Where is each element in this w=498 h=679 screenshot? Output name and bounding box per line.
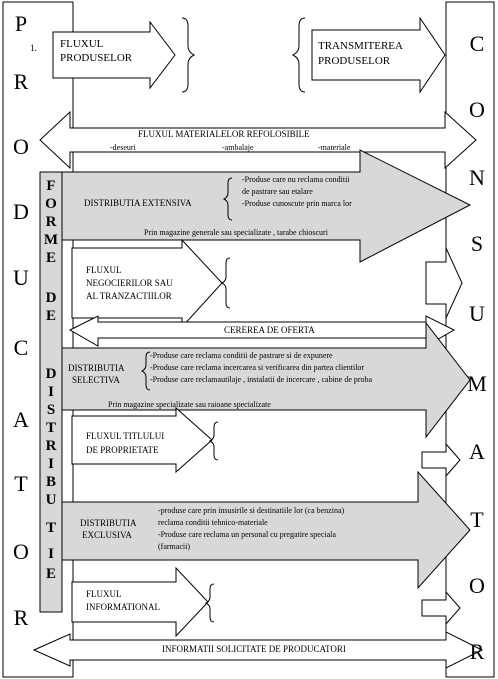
producer-letter: U xyxy=(13,265,29,290)
forms-letter: R xyxy=(45,214,57,230)
consumer-letter: R xyxy=(469,639,485,664)
demand-label: CEREREA DE OFERTA xyxy=(224,325,315,335)
consumer-letter: O xyxy=(469,573,485,598)
exclusive-item: (farmacii) xyxy=(158,542,190,551)
forms-letter: D xyxy=(45,366,57,382)
negotiations-flow-label: AL TRANZACTIILOR xyxy=(86,291,172,301)
materials-item: -materiale xyxy=(318,143,351,152)
exclusive-distribution-label: DISTRIBUTIA xyxy=(80,518,137,528)
consumer-letter: A xyxy=(469,439,485,464)
transmission-flow-label: TRANSMITEREA xyxy=(318,40,403,52)
forms-letter: F xyxy=(46,178,56,194)
title-flow-label: FLUXUL TITLULUI xyxy=(86,431,165,441)
exclusive-item: -produse care prin insusirile si destinatiile lor (ca benzina) xyxy=(158,506,345,515)
forms-letter: I xyxy=(48,384,54,400)
selective-distribution-label: SELECTIVA xyxy=(72,375,120,385)
exclusive-item: -Produse care reclama un personal cu pregatire speciala xyxy=(158,530,336,539)
selective-item: -Produse care reclama incercarea si verificarea din partea clientilor xyxy=(150,363,365,372)
forms-letter: S xyxy=(46,402,56,418)
forms-letter: I xyxy=(48,546,54,562)
selective-item: -Produse care reclamautilaje , instalatii de incercare , cabine de proba xyxy=(150,375,373,384)
informational-flow-label: FLUXUL xyxy=(86,589,122,599)
selective-item: -Produse care reclama conditii de pastrare si de expunere xyxy=(150,351,333,360)
forms-letter: E xyxy=(45,308,56,324)
selective-distribution-label: DISTRIBUTIA xyxy=(68,363,125,373)
consumer-letter: S xyxy=(470,231,484,256)
producer-letter: O xyxy=(13,539,29,564)
materials-double-arrow xyxy=(40,112,476,168)
diagram-number: 1. xyxy=(30,43,37,53)
products-flow-label: FLUXUL xyxy=(60,38,104,50)
forms-letter: U xyxy=(45,492,57,508)
consumer-letter: N xyxy=(469,165,485,190)
forms-letter: I xyxy=(48,456,54,472)
forms-letter: T xyxy=(45,520,56,536)
producer-letter: P xyxy=(14,11,28,36)
producer-letter: R xyxy=(13,69,29,94)
forms-letter: M xyxy=(43,232,59,248)
negotiations-right-arrow xyxy=(426,248,462,318)
forms-letter: T xyxy=(45,420,56,436)
forms-letter: D xyxy=(45,290,57,306)
negotiations-flow-label: NEGOCIERILOR SAU xyxy=(86,278,173,288)
informational-right-arrow xyxy=(422,592,460,624)
forms-letter: E xyxy=(45,250,56,266)
forms-letter: E xyxy=(45,566,56,582)
consumer-letter: U xyxy=(469,301,485,326)
forms-letter: B xyxy=(45,474,56,490)
exclusive-item: reclama conditii tehnico-materiale xyxy=(158,518,268,527)
extensive-note: Prin magazine generale sau specializate , tarabe chioscuri xyxy=(144,228,328,237)
selective-note: Prin magazine specializate sau raioane specializate xyxy=(108,400,271,409)
producer-letter: T xyxy=(14,471,28,496)
informational-flow-label: INFORMATIONAL xyxy=(86,602,160,612)
products-flow-label: PRODUSELOR xyxy=(60,52,133,64)
consumer-letter: C xyxy=(469,31,485,56)
materials-flow-label: FLUXUL MATERIALELOR REFOLOSIBILE xyxy=(138,129,310,139)
negotiations-flow-label: FLUXUL xyxy=(86,265,122,275)
materials-item: -deseuri xyxy=(110,143,136,152)
transmission-flow-label: PRODUSELOR xyxy=(318,55,391,67)
exclusive-distribution-label: EXCLUSIVA xyxy=(82,530,132,540)
extensive-item: -Produse cunoscute prin marca lor xyxy=(242,199,352,208)
producer-letter: O xyxy=(13,134,29,159)
title-right-arrow xyxy=(422,444,460,476)
consumer-letter: M xyxy=(467,371,487,396)
info-requested-label: INFORMATII SOLICITATE DE PRODUCATORI xyxy=(162,644,346,654)
forms-letter: R xyxy=(45,438,57,454)
title-flow-label: DE PROPRIETATE xyxy=(86,445,159,455)
producer-letter: D xyxy=(13,199,29,224)
brace-negotiations xyxy=(222,258,230,308)
brace-products xyxy=(182,18,194,92)
consumer-letter: O xyxy=(469,97,485,122)
producer-letter: A xyxy=(13,407,29,432)
extensive-distribution-label: DISTRIBUTIA EXTENSIVA xyxy=(84,198,192,208)
brace-transmission xyxy=(293,18,305,92)
extensive-item: de pastrare sau etalare xyxy=(242,187,313,196)
forms-letter: O xyxy=(45,196,57,212)
consumer-letter: T xyxy=(470,507,484,532)
producer-letter: C xyxy=(13,335,29,360)
producer-letter: R xyxy=(13,605,29,630)
extensive-item: -Produse care nu reclama conditii xyxy=(242,175,350,184)
materials-item: -ambalaje xyxy=(222,143,254,152)
